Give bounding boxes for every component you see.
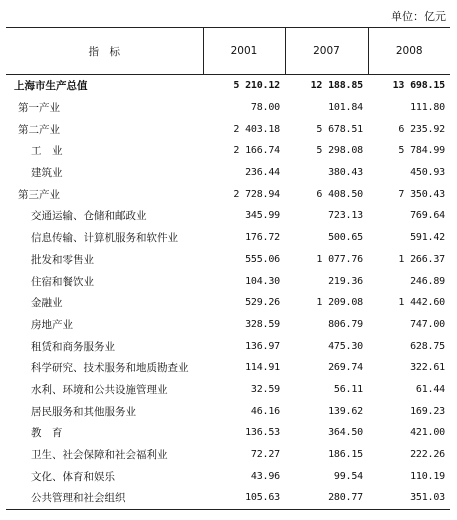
header-year-2007: 2007 bbox=[285, 28, 368, 75]
row-label: 科学研究、技术服务和地质勘查业 bbox=[31, 362, 189, 375]
row-value-2001: 2 166.74 bbox=[233, 145, 280, 157]
row-value-2008: 769.64 bbox=[410, 210, 445, 222]
table-row bbox=[6, 400, 450, 422]
row-label: 租赁和商务服务业 bbox=[31, 340, 115, 353]
row-label: 工 业 bbox=[31, 145, 63, 158]
unit-label: 单位：亿元 bbox=[391, 10, 446, 23]
row-value-2008: 111.80 bbox=[410, 102, 445, 114]
table-row bbox=[6, 205, 450, 227]
row-value-2007: 280.77 bbox=[328, 492, 363, 504]
row-value-2007: 1 077.76 bbox=[316, 253, 363, 265]
row-value-2001: 104.30 bbox=[245, 275, 280, 287]
row-label: 上海市生产总值 bbox=[14, 80, 88, 93]
row-value-2008: 7 350.43 bbox=[398, 188, 445, 200]
row-value-2007: 806.79 bbox=[328, 318, 363, 330]
row-value-2007: 56.11 bbox=[333, 383, 363, 395]
row-value-2001: 176.72 bbox=[245, 232, 280, 244]
row-label: 信息传输、计算机服务和软件业 bbox=[31, 232, 178, 245]
row-value-2008: 246.89 bbox=[410, 275, 445, 287]
row-value-2001: 5 210.12 bbox=[233, 80, 280, 92]
row-value-2007: 139.62 bbox=[328, 405, 363, 417]
row-value-2007: 1 209.08 bbox=[316, 297, 363, 309]
row-label: 文化、体育和娱乐 bbox=[31, 470, 115, 483]
table-row bbox=[6, 444, 450, 466]
row-value-2001: 105.63 bbox=[245, 492, 280, 504]
row-value-2007: 6 408.50 bbox=[316, 188, 363, 200]
row-label: 住宿和餐饮业 bbox=[31, 275, 94, 288]
row-value-2001: 43.96 bbox=[250, 470, 280, 482]
table-row bbox=[6, 487, 450, 509]
row-label: 交通运输、仓储和邮政业 bbox=[31, 210, 147, 223]
row-label: 居民服务和其他服务业 bbox=[31, 405, 136, 418]
row-value-2001: 2 728.94 bbox=[233, 188, 280, 200]
table-row bbox=[6, 227, 450, 249]
header-year-2001: 2001 bbox=[203, 28, 285, 75]
table-header-row bbox=[6, 28, 450, 75]
row-value-2008: 5 784.99 bbox=[398, 145, 445, 157]
row-value-2008: 6 235.92 bbox=[398, 123, 445, 135]
row-value-2008: 322.61 bbox=[410, 362, 445, 374]
row-value-2007: 186.15 bbox=[328, 449, 363, 461]
row-value-2001: 136.53 bbox=[245, 427, 280, 439]
row-label: 教 育 bbox=[31, 427, 63, 440]
row-value-2001: 136.97 bbox=[245, 340, 280, 352]
row-value-2001: 46.16 bbox=[250, 405, 280, 417]
row-label: 第二产业 bbox=[18, 123, 60, 136]
row-label: 卫生、社会保障和社会福利业 bbox=[31, 449, 168, 462]
header-year-2008: 2008 bbox=[368, 28, 450, 75]
row-value-2001: 345.99 bbox=[245, 210, 280, 222]
row-value-2008: 747.00 bbox=[410, 318, 445, 330]
row-value-2007: 723.13 bbox=[328, 210, 363, 222]
row-label: 金融业 bbox=[31, 297, 63, 310]
row-value-2008: 421.00 bbox=[410, 427, 445, 439]
table-row bbox=[6, 75, 450, 97]
row-value-2007: 99.54 bbox=[333, 470, 363, 482]
row-value-2007: 5 678.51 bbox=[316, 123, 363, 135]
table-row bbox=[6, 292, 450, 314]
row-value-2007: 101.84 bbox=[328, 102, 363, 114]
row-value-2007: 219.36 bbox=[328, 275, 363, 287]
table-row bbox=[6, 140, 450, 162]
row-value-2001: 236.44 bbox=[245, 167, 280, 179]
row-value-2008: 450.93 bbox=[410, 167, 445, 179]
row-value-2007: 5 298.08 bbox=[316, 145, 363, 157]
row-label: 第三产业 bbox=[18, 188, 60, 201]
gdp-table bbox=[6, 27, 450, 510]
row-value-2008: 222.26 bbox=[410, 449, 445, 461]
row-label: 批发和零售业 bbox=[31, 253, 94, 266]
row-label: 公共管理和社会组织 bbox=[31, 492, 126, 505]
row-value-2007: 475.30 bbox=[328, 340, 363, 352]
row-value-2001: 114.91 bbox=[245, 362, 280, 374]
header-indicator: 指 标 bbox=[6, 28, 203, 75]
row-value-2001: 72.27 bbox=[250, 449, 280, 461]
row-value-2001: 529.26 bbox=[245, 297, 280, 309]
row-value-2008: 1 442.60 bbox=[398, 297, 445, 309]
row-value-2008: 110.19 bbox=[410, 470, 445, 482]
row-value-2001: 555.06 bbox=[245, 253, 280, 265]
table-row bbox=[6, 379, 450, 401]
row-value-2008: 1 266.37 bbox=[398, 253, 445, 265]
row-value-2007: 364.50 bbox=[328, 427, 363, 439]
row-value-2007: 500.65 bbox=[328, 232, 363, 244]
row-value-2001: 2 403.18 bbox=[233, 123, 280, 135]
row-value-2008: 169.23 bbox=[410, 405, 445, 417]
table-row bbox=[6, 357, 450, 379]
row-value-2007: 12 188.85 bbox=[310, 80, 363, 92]
table-row bbox=[6, 183, 450, 205]
table-row bbox=[6, 270, 450, 292]
row-value-2008: 351.03 bbox=[410, 492, 445, 504]
row-value-2008: 61.44 bbox=[415, 383, 445, 395]
table-row bbox=[6, 249, 450, 271]
row-label: 水利、环境和公共设施管理业 bbox=[31, 383, 168, 396]
row-value-2001: 78.00 bbox=[250, 102, 280, 114]
row-value-2008: 591.42 bbox=[410, 232, 445, 244]
row-value-2008: 13 698.15 bbox=[392, 80, 445, 92]
row-value-2008: 628.75 bbox=[410, 340, 445, 352]
row-label: 建筑业 bbox=[31, 167, 63, 180]
row-label: 第一产业 bbox=[18, 102, 60, 115]
row-value-2007: 269.74 bbox=[328, 362, 363, 374]
row-value-2007: 380.43 bbox=[328, 167, 363, 179]
table-row bbox=[6, 162, 450, 184]
table-row bbox=[6, 335, 450, 357]
row-value-2001: 328.59 bbox=[245, 318, 280, 330]
row-value-2001: 32.59 bbox=[250, 383, 280, 395]
table-row bbox=[6, 97, 450, 119]
table-row bbox=[6, 118, 450, 140]
table-row bbox=[6, 422, 450, 444]
table-row bbox=[6, 465, 450, 487]
table-row bbox=[6, 314, 450, 336]
row-label: 房地产业 bbox=[31, 318, 73, 331]
